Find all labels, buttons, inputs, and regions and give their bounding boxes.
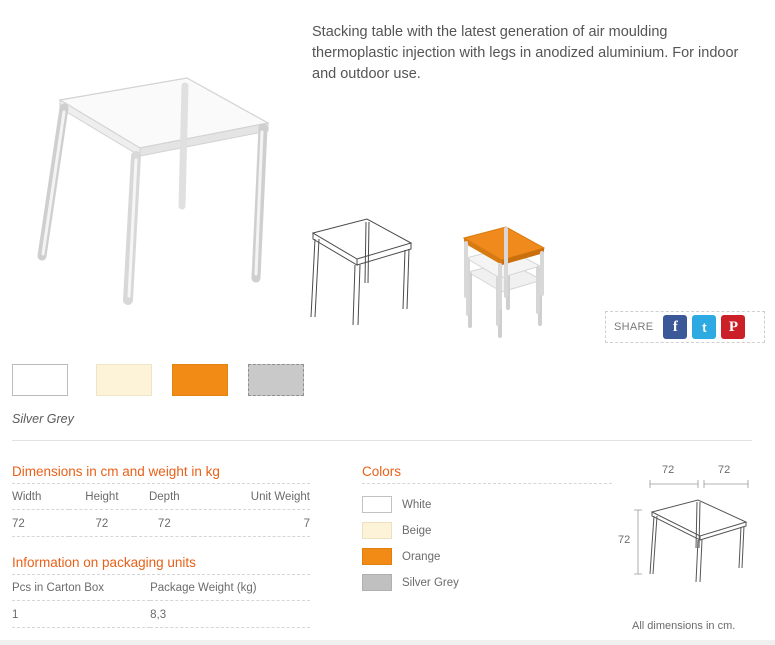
swatch-silver-grey[interactable] — [248, 364, 304, 396]
table-header-row — [12, 575, 310, 601]
dimensions-value-width: 72 — [12, 510, 69, 537]
dimension-side-height: 72 — [618, 534, 631, 546]
swatch-white[interactable] — [12, 364, 68, 396]
product-description: Stacking table with the latest generation of air moulding thermoplastic injection with legs in anodized aluminium. For indoor and outdoor use. — [312, 24, 739, 82]
dimensions-header-unit-weight: Unit Weight — [194, 484, 310, 510]
pinterest-icon[interactable]: P — [721, 315, 745, 339]
color-swatch-row — [12, 364, 312, 404]
list-item[interactable] — [362, 544, 612, 569]
packaging-value-pcs: 1 — [12, 601, 150, 628]
dimensions-value-height: 72 — [69, 510, 134, 537]
dimension-top-width: 72 — [662, 464, 675, 476]
table-header-row — [12, 484, 310, 510]
facebook-icon[interactable]: f — [663, 315, 687, 339]
swatch-beige[interactable] — [96, 364, 152, 396]
table-row — [12, 510, 310, 537]
footer-bar — [0, 640, 775, 645]
dimensions-block — [12, 464, 310, 537]
dimension-top-depth: 72 — [718, 464, 731, 476]
color-chip-white — [362, 496, 392, 513]
color-label-orange: Orange — [402, 550, 441, 563]
twitter-icon[interactable]: t — [692, 315, 716, 339]
packaging-header-weight: Package Weight (kg) — [150, 575, 310, 601]
dimensions-header-height: Height — [69, 484, 134, 510]
packaging-header-pcs: Pcs in Carton Box — [12, 575, 150, 601]
dimension-drawing — [618, 464, 760, 590]
packaging-title: Information on packaging units — [12, 555, 196, 570]
stacked-tables-image — [450, 208, 570, 338]
swatch-orange[interactable] — [172, 364, 228, 396]
list-item[interactable] — [362, 518, 612, 543]
section-divider — [12, 440, 752, 441]
color-chip-orange — [362, 548, 392, 565]
color-chip-silver-grey — [362, 574, 392, 591]
list-item[interactable] — [362, 492, 612, 517]
selected-color-caption: Silver Grey — [12, 412, 74, 426]
dimensions-header-depth: Depth — [134, 484, 194, 510]
dimensions-value-depth: 72 — [134, 510, 194, 537]
share-label: SHARE — [614, 321, 654, 333]
color-label-white: White — [402, 498, 432, 511]
colors-title: Colors — [362, 464, 402, 479]
dimensions-title: Dimensions in cm and weight in kg — [12, 464, 220, 479]
dimensions-table — [12, 484, 310, 537]
color-label-beige: Beige — [402, 524, 432, 537]
color-label-silver-grey: Silver Grey — [402, 576, 459, 589]
dimensions-value-unit-weight: 7 — [194, 510, 310, 537]
dimension-note: All dimensions in cm. — [632, 620, 736, 632]
dimensions-header-width: Width — [12, 484, 69, 510]
packaging-block — [12, 555, 310, 628]
colors-block — [362, 464, 612, 596]
color-chip-beige — [362, 522, 392, 539]
list-item[interactable] — [362, 570, 612, 595]
product-line-drawing — [305, 205, 425, 330]
packaging-table — [12, 575, 310, 628]
colors-title-rule — [362, 483, 612, 484]
packaging-value-weight: 8,3 — [150, 601, 310, 628]
table-row — [12, 601, 310, 628]
colors-list — [362, 492, 612, 595]
share-box — [605, 311, 765, 343]
product-hero-image — [12, 28, 292, 318]
